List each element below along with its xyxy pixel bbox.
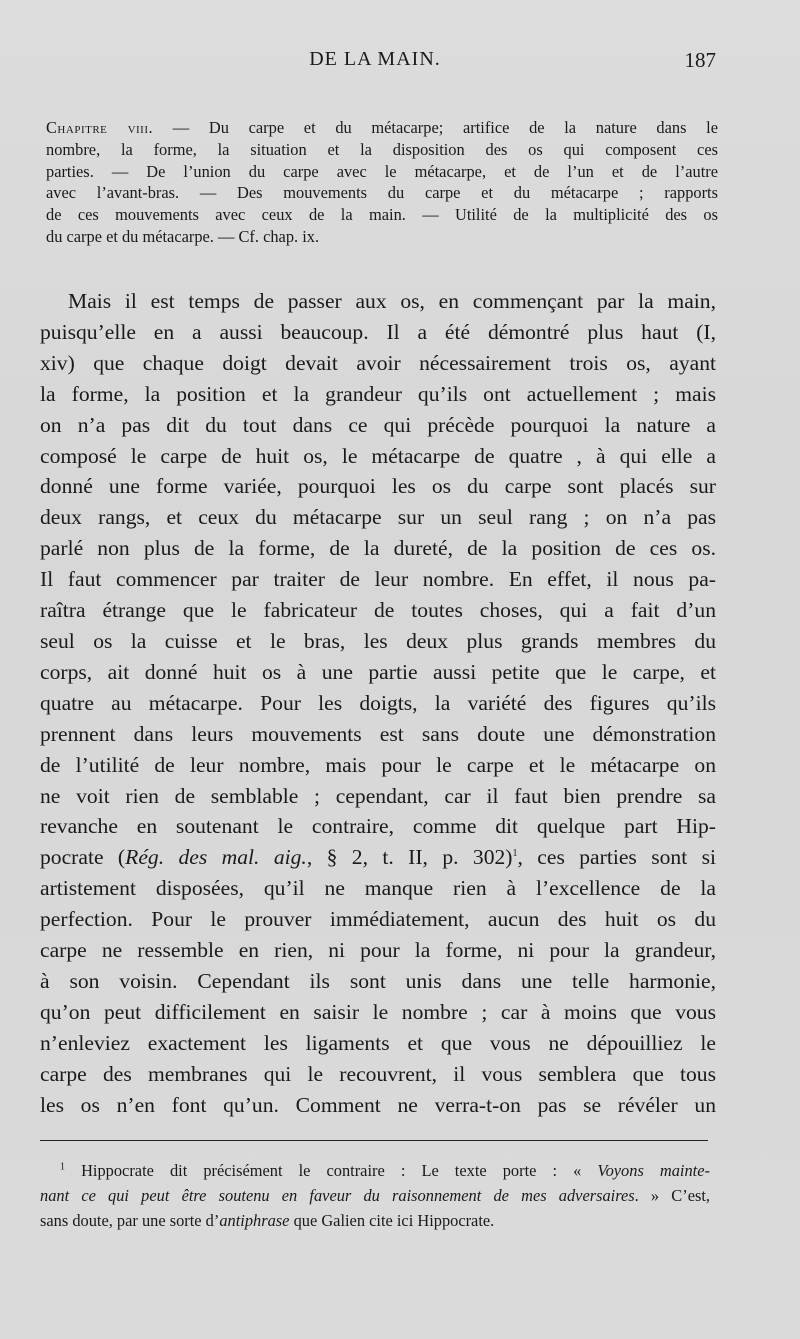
body-line: deux rangs, et ceux du métacarpe sur un seul rang ; on n’a pas xyxy=(40,505,716,530)
body-line: corps, ait donné huit os à une partie aussi petite que le carpe, et xyxy=(40,659,716,684)
summary-line: parties. — De l’union du carpe avec le métacarpe, et de l’un et de l’autre xyxy=(46,161,718,181)
body-line: prennent dans leurs mouvements est sans doute une démonstration xyxy=(40,721,716,746)
body-line: n’enleviez exactement les ligaments et que vous ne dépouilliez le xyxy=(40,1030,716,1055)
body-line: parlé non plus de la forme, de la dureté, de la position de ces os. xyxy=(40,536,716,561)
body-line: carpe des membranes qui le recouvrent, il vous semblera que tous xyxy=(40,1061,716,1086)
summary-line: de ces mouvements avec ceux de la main. — Utilité de la multiplicité des os xyxy=(46,205,718,225)
body-line: ne voit rien de semblable ; cependant, car il faut bien prendre sa xyxy=(40,783,716,808)
footnote-line: sans doute, par une sorte d’antiphrase que Galien cite ici Hippocrate. xyxy=(40,1211,495,1230)
body-line: seul os la cuisse et le bras, les deux plus grands membres du xyxy=(40,628,716,653)
summary-line: Chapitre viii. — Du carpe et du métacarpe; artifice de la nature dans le xyxy=(46,118,718,137)
citation-title: Rég. des mal. aig. xyxy=(125,845,307,870)
footnote xyxy=(40,1158,710,1233)
body-line: donné une forme variée, pourquoi les os du carpe sont placés sur xyxy=(40,474,716,499)
body-line: perfection. Pour le prouver immédiatement, aucun des huit os du xyxy=(40,907,716,932)
body-line: la forme, la position et la grandeur qu’ils ont actuellement ; mais xyxy=(40,381,716,406)
body-line: artistement disposées, qu’il ne manque rien à l’excellence de la xyxy=(40,876,716,901)
chapter-summary xyxy=(46,117,718,248)
body-paragraph xyxy=(40,286,716,1120)
footnote-reference: 1 xyxy=(512,848,518,860)
body-line: carpe ne ressemble en rien, ni pour la forme, ni pour la grandeur, xyxy=(40,938,716,963)
page-number: 187 xyxy=(684,48,716,72)
body-line: pocrate (Rég. des mal. aig., § 2, t. II, p. 302)$^1$, ces parties sont si xyxy=(40,845,716,870)
body-line: les os n’en font qu’un. Comment ne verra-t-on pas se révéler un xyxy=(40,1092,716,1117)
body-line: Mais il est temps de passer aux os, en commençant par la main, xyxy=(68,289,716,313)
body-line: composé le carpe de huit os, le métacarpe de quatre , à qui elle a xyxy=(40,443,716,468)
summary-line: avec l’avant-bras. — Des mouvements du carpe et du métacarpe ; rapports xyxy=(46,183,718,203)
summary-line: nombre, la forme, la situation et la disposition des os qui composent ces xyxy=(46,139,718,159)
body-line: revanche en soutenant le contraire, comme dit quelque part Hip- xyxy=(40,814,716,839)
body-line: quatre au métacarpe. Pour les doigts, la variété des figures qu’ils xyxy=(40,690,716,715)
running-title: DE LA MAIN. xyxy=(309,48,441,70)
body-line: qu’on peut difficilement en saisir le nombre ; car à moins que vous xyxy=(40,999,716,1024)
body-line: on n’a pas dit du tout dans ce qui précède pourquoi la nature a xyxy=(40,412,716,437)
footnote-divider xyxy=(40,1140,708,1141)
chapter-label: Chapitre viii. xyxy=(46,118,154,137)
body-line: à son voisin. Cependant ils sont unis dans une telle harmonie, xyxy=(40,968,716,993)
footnote-mark: 1 xyxy=(60,1161,65,1173)
body-line: Il faut commencer par traiter de leur nombre. En effet, il nous pa- xyxy=(40,567,716,592)
footnote-line: $^1$ Hippocrate dit précisément le contraire : Le texte porte : « Voyons mainte- xyxy=(60,1161,710,1180)
body-line: xiv) que chaque doigt devait avoir nécessairement trois os, ayant xyxy=(40,350,716,375)
page-header xyxy=(0,44,800,74)
summary-line: du carpe et du métacarpe. — Cf. chap. ix. xyxy=(46,226,320,246)
footnote-line: nant ce qui peut être soutenu en faveur du raisonnement de mes adversaires. » C’est, xyxy=(40,1186,711,1205)
body-line: puisqu’elle en a aussi beaucoup. Il a été démontré plus haut (I, xyxy=(40,319,716,344)
body-line: raîtra étrange que le fabricateur de toutes choses, qui a fait d’un xyxy=(40,598,716,623)
body-line: de l’utilité de leur nombre, mais pour le carpe et le métacarpe on xyxy=(40,752,716,777)
